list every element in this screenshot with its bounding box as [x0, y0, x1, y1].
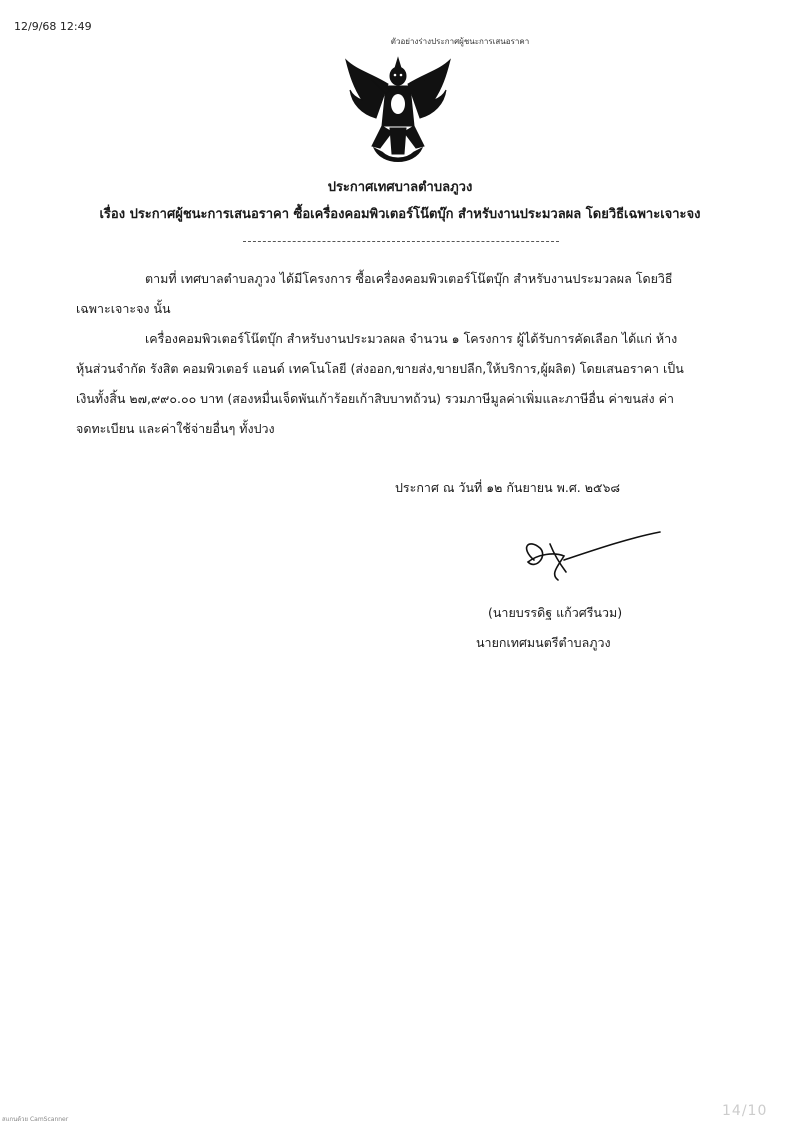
body-line: หุ้นส่วนจำกัด รังสิต คอมพิวเตอร์ แอนด์ เทคโนโลยี (ส่งออก,ขายส่ง,ขายปลีก,ให้บริการ,ผู้ผลิต) โดยเสนอราคา เป็น [76, 361, 684, 376]
body-line: เงินทั้งสิ้น ๒๗,๙๙๐.๐๐ บาท (สองหมื่นเจ็ดพันเก้าร้อยเก้าสิบบาทถ้วน) รวมภาษีมูลค่าเพิ่มและภาษีอื่น ค่าขนส่ง ค่า [76, 391, 674, 406]
organization-heading: ประกาศเทศบาลตำบลภูวง [327, 180, 473, 195]
subject-heading: เรื่อง ประกาศผู้ชนะการเสนอราคา ซื้อเครื่องคอมพิวเตอร์โน๊ตบุ๊ก สำหรับงานประมวลผล โดยวิธีเฉพาะเจาะจง [99, 207, 701, 222]
signer-title: นายกเทศมนตรีตำบลภูวง [476, 635, 611, 650]
signer-name: (นายบรรดิฐ แก้วศรีนวม) [488, 605, 623, 620]
garuda-emblem-icon [342, 54, 454, 172]
signature-icon [514, 530, 664, 590]
body-line: เฉพาะเจาะจง นั้น [76, 301, 171, 316]
announcement-date: ประกาศ ณ วันที่ ๑๒ กันยายน พ.ศ. ๒๕๖๘ [395, 480, 621, 495]
body-line: เครื่องคอมพิวเตอร์โน๊ตบุ๊ก สำหรับงานประมวลผล จำนวน ๑ โครงการ ผู้ได้รับการคัดเลือก ได้แก่ ห้าง [145, 331, 678, 346]
scan-timestamp: 12/9/68 12:49 [14, 20, 92, 33]
draft-note: ตัวอย่างร่างประกาศผู้ชนะการเสนอราคา [390, 37, 530, 46]
body-line: จดทะเบียน และค่าใช้จ่ายอื่นๆ ทั้งปวง [76, 421, 275, 436]
scanner-watermark: สแกนด้วย CamScanner [2, 1116, 69, 1123]
body-line: ตามที่ เทศบาลตำบลภูวง ได้มีโครงการ ซื้อเครื่องคอมพิวเตอร์โน๊ตบุ๊ก สำหรับงานประมวลผล โดยวิธี [145, 271, 673, 286]
page-marker: 14/10 [722, 1103, 768, 1119]
divider [243, 241, 559, 242]
